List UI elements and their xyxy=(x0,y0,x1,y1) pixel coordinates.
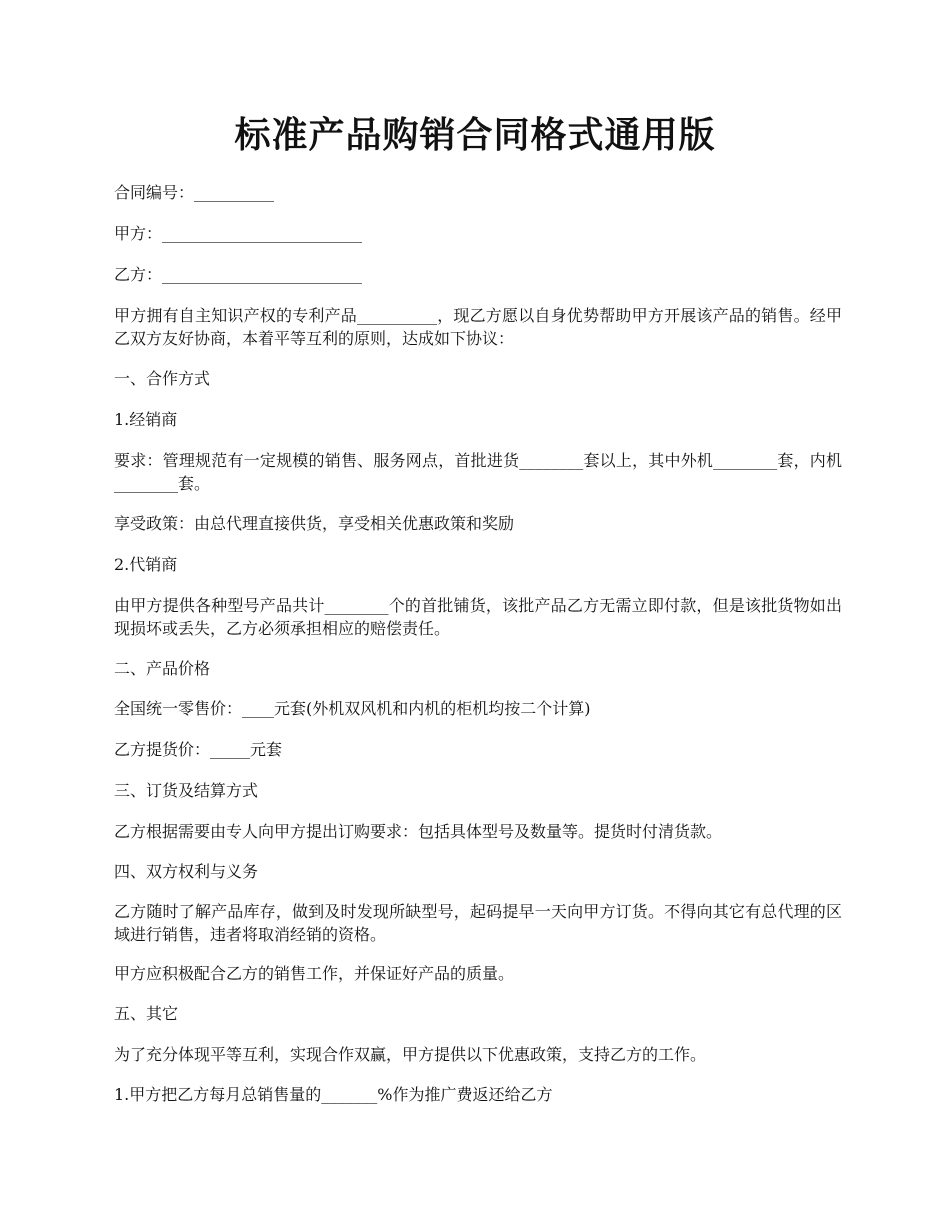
party-b-obligations: 乙方随时了解产品库存，做到及时发现所缺型号，起码提早一天向甲方订货。不得向其它有总代理的区域进行销售，违者将取消经销的资格。 xyxy=(114,902,842,944)
section-heading-price: 二、产品价格 xyxy=(114,659,211,678)
consignee-terms: 由甲方提供各种型号产品共计________个的首批铺货，该批产品乙方无需立即付款，但是该批货物如出现损坏或丢失，乙方必须承担相应的赔偿责任。 xyxy=(114,596,842,638)
subsection-consignee: 2.代销商 xyxy=(114,555,178,574)
distributor-requirements: 要求：管理规范有一定规模的销售、服务网点，首批进货________套以上，其中外机________套，内机________套。 xyxy=(114,451,842,493)
retail-price-line: 全国统一零售价：____元套(外机双风机和内机的柜机均按二个计算) xyxy=(114,699,591,718)
other-intro: 为了充分体现平等互利，实现合作双赢，甲方提供以下优惠政策，支持乙方的工作。 xyxy=(114,1045,707,1064)
section-heading-ordering: 三、订货及结算方式 xyxy=(114,781,259,800)
subsection-distributor: 1.经销商 xyxy=(114,410,178,429)
section-heading-other: 五、其它 xyxy=(114,1004,179,1023)
party-a-line: 甲方：_________________________ xyxy=(114,224,363,243)
intro-paragraph: 甲方拥有自主知识产权的专利产品__________，现乙方愿以自身优势帮助甲方开展该产品的销售。经甲乙双方友好协商，本着平等互利的原则，达成如下协议： xyxy=(114,306,842,348)
section-heading-rights: 四、双方权利与义务 xyxy=(114,862,259,881)
ordering-terms: 乙方根据需要由专人向甲方提出订购要求：包括具体型号及数量等。提货时付清货款。 xyxy=(114,822,723,841)
distributor-policy: 享受政策：由总代理直接供货，享受相关优惠政策和奖励 xyxy=(114,514,515,533)
document-title: 标准产品购销合同格式通用版 xyxy=(234,114,716,156)
pickup-price-line: 乙方提货价：_____元套 xyxy=(114,740,283,759)
party-a-obligations: 甲方应积极配合乙方的销售工作，并保证好产品的质量。 xyxy=(114,964,515,983)
section-heading-cooperation: 一、合作方式 xyxy=(114,369,211,388)
promotion-fee-clause: 1.甲方把乙方每月总销售量的_______%作为推广费返还给乙方 xyxy=(114,1085,553,1104)
party-b-line: 乙方：_________________________ xyxy=(114,265,363,284)
contract-number-line: 合同编号：__________ xyxy=(114,183,275,202)
